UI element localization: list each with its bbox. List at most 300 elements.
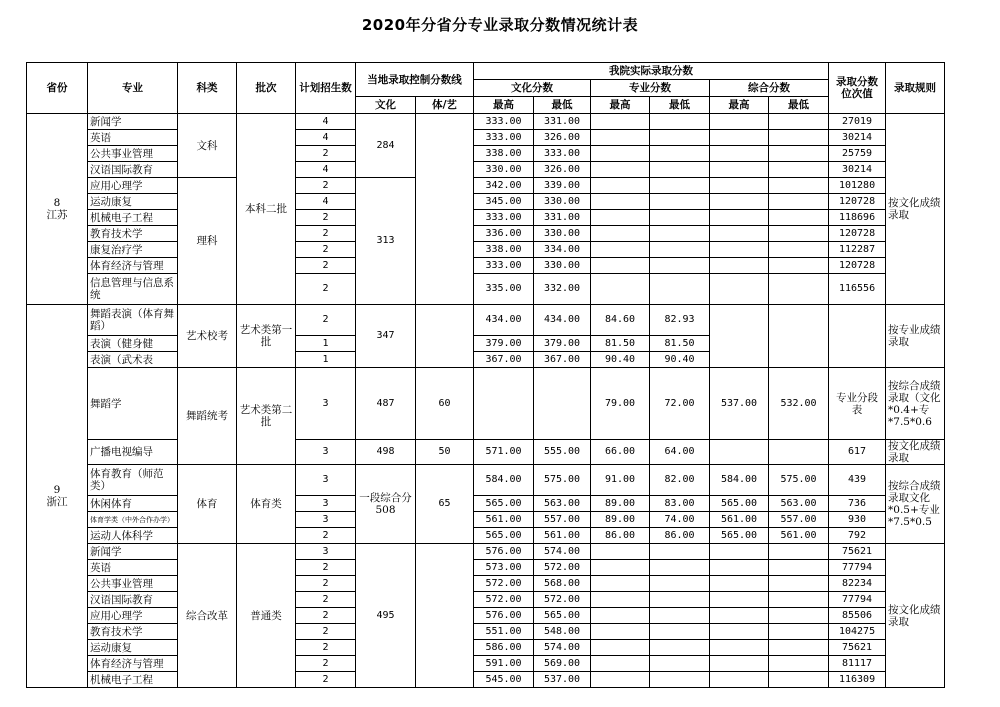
combined-min-cell	[769, 640, 829, 656]
table-row	[27, 656, 945, 672]
rank-cell: 439	[829, 465, 886, 496]
batch-cell: 体育类	[237, 465, 296, 544]
culture-max-cell	[474, 368, 534, 440]
culture-min-cell: 569.00	[534, 656, 591, 672]
combined-min-cell	[769, 226, 829, 242]
admission-score-table	[26, 62, 945, 688]
table-row	[27, 624, 945, 640]
culture-max-cell: 586.00	[474, 640, 534, 656]
table-row	[27, 496, 945, 512]
major-max-cell: 79.00	[591, 368, 650, 440]
combined-min-cell	[769, 114, 829, 130]
major-max-cell	[591, 162, 650, 178]
plan-cell: 2	[296, 146, 356, 162]
major-max-cell	[591, 544, 650, 560]
major-cell: 舞蹈表演（体育舞蹈）	[88, 305, 178, 336]
culture-min-cell: 555.00	[534, 440, 591, 465]
rank-cell: 792	[829, 528, 886, 544]
major-min-cell: 72.00	[650, 368, 710, 440]
major-cell: 体育教育（师范类）	[88, 465, 178, 496]
plan-cell: 4	[296, 130, 356, 146]
combined-max-cell	[710, 274, 769, 305]
combined-min-cell: 557.00	[769, 512, 829, 528]
culture-max-cell: 576.00	[474, 544, 534, 560]
major-min-cell: 74.00	[650, 512, 710, 528]
table-row	[27, 305, 945, 336]
rule-cell: 按文化成绩录取	[886, 544, 945, 688]
major-min-cell	[650, 130, 710, 146]
header-combined-highest: 最高	[710, 97, 769, 114]
plan-cell: 3	[296, 440, 356, 465]
major-cell: 汉语国际教育	[88, 162, 178, 178]
plan-cell: 2	[296, 258, 356, 274]
plan-cell: 4	[296, 114, 356, 130]
culture-min-cell: 537.00	[534, 672, 591, 688]
major-min-cell	[650, 194, 710, 210]
major-min-cell	[650, 640, 710, 656]
major-max-cell	[591, 640, 650, 656]
combined-max-cell	[710, 624, 769, 640]
table-title: 2020年分省分专业录取分数情况统计表	[361, 16, 639, 34]
header-province: 省份	[27, 63, 88, 114]
rank-cell: 930	[829, 512, 886, 528]
rank-cell: 25759	[829, 146, 886, 162]
combined-min-cell	[769, 146, 829, 162]
culture-max-cell: 333.00	[474, 130, 534, 146]
control-culture-cell: 一段综合分508	[356, 465, 416, 544]
combined-min-cell	[769, 210, 829, 226]
culture-max-cell: 545.00	[474, 672, 534, 688]
major-min-cell	[650, 146, 710, 162]
rank-cell: 77794	[829, 592, 886, 608]
table-row	[27, 608, 945, 624]
rank-cell: 101280	[829, 178, 886, 194]
combined-min-cell	[769, 258, 829, 274]
rule-cell: 按文化成绩录取	[886, 440, 945, 465]
culture-min-cell: 561.00	[534, 528, 591, 544]
rank-cell: 104275	[829, 624, 886, 640]
major-min-cell	[650, 114, 710, 130]
plan-cell: 3	[296, 544, 356, 560]
category-cell: 文科	[178, 114, 237, 178]
combined-min-cell	[769, 576, 829, 592]
plan-cell: 2	[296, 178, 356, 194]
major-cell: 机械电子工程	[88, 672, 178, 688]
major-cell: 新闻学	[88, 114, 178, 130]
major-min-cell: 83.00	[650, 496, 710, 512]
rank-cell: 116309	[829, 672, 886, 688]
table-row	[27, 512, 945, 528]
rank-cell	[829, 305, 886, 368]
table-row	[27, 640, 945, 656]
table-row	[27, 258, 945, 274]
major-min-cell: 82.00	[650, 465, 710, 496]
major-cell: 表演（武术表	[88, 352, 178, 368]
culture-min-cell: 574.00	[534, 640, 591, 656]
header-rank: 录取分数位次值	[829, 63, 886, 114]
combined-max-cell	[710, 672, 769, 688]
header-control-sport-art: 体/艺	[416, 97, 474, 114]
major-cell: 体育经济与管理	[88, 258, 178, 274]
rank-cell: 81117	[829, 656, 886, 672]
culture-max-cell: 572.00	[474, 576, 534, 592]
combined-min-cell	[769, 274, 829, 305]
major-max-cell	[591, 146, 650, 162]
major-max-cell	[591, 130, 650, 146]
table-row	[27, 178, 945, 194]
combined-min-cell	[769, 624, 829, 640]
major-cell: 运动人体科学	[88, 528, 178, 544]
rank-cell: 30214	[829, 162, 886, 178]
major-max-cell	[591, 656, 650, 672]
culture-max-cell: 342.00	[474, 178, 534, 194]
combined-max-cell	[710, 305, 769, 368]
major-max-cell: 81.50	[591, 336, 650, 352]
rank-cell: 120728	[829, 258, 886, 274]
culture-max-cell: 335.00	[474, 274, 534, 305]
plan-cell: 3	[296, 512, 356, 528]
header-major-lowest: 最低	[650, 97, 710, 114]
culture-min-cell: 572.00	[534, 592, 591, 608]
culture-max-cell: 576.00	[474, 608, 534, 624]
combined-min-cell	[769, 560, 829, 576]
table-row	[27, 242, 945, 258]
plan-cell: 2	[296, 576, 356, 592]
culture-min-cell: 330.00	[534, 194, 591, 210]
major-cell: 公共事业管理	[88, 576, 178, 592]
major-min-cell: 90.40	[650, 352, 710, 368]
major-cell: 运动康复	[88, 194, 178, 210]
major-cell: 康复治疗学	[88, 242, 178, 258]
major-cell: 运动康复	[88, 640, 178, 656]
culture-min-cell: 332.00	[534, 274, 591, 305]
culture-min-cell: 333.00	[534, 146, 591, 162]
combined-min-cell: 563.00	[769, 496, 829, 512]
culture-max-cell: 333.00	[474, 210, 534, 226]
combined-max-cell	[710, 130, 769, 146]
rule-cell: 按综合成绩录取文化*0.5+专业*7.5*0.5	[886, 465, 945, 544]
major-cell: 信息管理与信息系统	[88, 274, 178, 305]
control-sport-cell: 65	[416, 465, 474, 544]
culture-max-cell: 565.00	[474, 496, 534, 512]
rank-cell: 85506	[829, 608, 886, 624]
major-min-cell: 82.93	[650, 305, 710, 336]
combined-min-cell: 561.00	[769, 528, 829, 544]
table-row	[27, 440, 945, 465]
plan-cell: 2	[296, 226, 356, 242]
major-min-cell: 86.00	[650, 528, 710, 544]
culture-min-cell: 548.00	[534, 624, 591, 640]
category-cell: 理科	[178, 178, 237, 305]
major-min-cell	[650, 560, 710, 576]
major-max-cell	[591, 560, 650, 576]
plan-cell: 2	[296, 624, 356, 640]
plan-cell: 4	[296, 162, 356, 178]
table-row	[27, 274, 945, 305]
combined-min-cell	[769, 440, 829, 465]
combined-max-cell	[710, 592, 769, 608]
culture-max-cell: 367.00	[474, 352, 534, 368]
combined-min-cell	[769, 242, 829, 258]
major-max-cell	[591, 576, 650, 592]
header-culture-highest: 最高	[474, 97, 534, 114]
province-cell: 9 浙江	[27, 305, 88, 688]
plan-cell: 2	[296, 528, 356, 544]
culture-max-cell: 338.00	[474, 242, 534, 258]
major-max-cell	[591, 178, 650, 194]
major-cell: 广播电视编导	[88, 440, 178, 465]
culture-min-cell: 557.00	[534, 512, 591, 528]
culture-min-cell: 326.00	[534, 130, 591, 146]
rank-cell: 27019	[829, 114, 886, 130]
plan-cell: 2	[296, 672, 356, 688]
combined-max-cell: 561.00	[710, 512, 769, 528]
rank-cell: 112287	[829, 242, 886, 258]
major-min-cell	[650, 178, 710, 194]
culture-max-cell: 338.00	[474, 146, 534, 162]
table-row	[27, 576, 945, 592]
major-max-cell: 89.00	[591, 512, 650, 528]
culture-max-cell: 565.00	[474, 528, 534, 544]
culture-min-cell: 568.00	[534, 576, 591, 592]
culture-min-cell: 330.00	[534, 226, 591, 242]
plan-cell: 2	[296, 274, 356, 305]
combined-max-cell	[710, 242, 769, 258]
rule-cell: 按专业成绩录取	[886, 305, 945, 368]
header-batch: 批次	[237, 63, 296, 114]
culture-min-cell: 334.00	[534, 242, 591, 258]
header-plan: 计划招生数	[296, 63, 356, 114]
major-min-cell	[650, 672, 710, 688]
combined-min-cell	[769, 592, 829, 608]
header-major-highest: 最高	[591, 97, 650, 114]
major-cell: 机械电子工程	[88, 210, 178, 226]
major-cell: 体育学类（中外合作办学）	[88, 512, 178, 528]
control-culture-cell: 313	[356, 178, 416, 305]
culture-max-cell: 336.00	[474, 226, 534, 242]
control-culture-cell: 498	[356, 440, 416, 465]
major-min-cell	[650, 624, 710, 640]
culture-max-cell: 345.00	[474, 194, 534, 210]
table-row	[27, 528, 945, 544]
combined-max-cell	[710, 560, 769, 576]
major-max-cell	[591, 114, 650, 130]
rank-cell: 617	[829, 440, 886, 465]
major-cell: 教育技术学	[88, 226, 178, 242]
control-sport-cell: 50	[416, 440, 474, 465]
major-max-cell: 90.40	[591, 352, 650, 368]
combined-max-cell: 584.00	[710, 465, 769, 496]
batch-cell: 普通类	[237, 544, 296, 688]
rank-cell: 120728	[829, 194, 886, 210]
plan-cell: 2	[296, 210, 356, 226]
major-cell: 舞蹈学	[88, 368, 178, 440]
culture-max-cell: 333.00	[474, 258, 534, 274]
header-combined-lowest: 最低	[769, 97, 829, 114]
plan-cell: 3	[296, 368, 356, 440]
culture-min-cell: 563.00	[534, 496, 591, 512]
culture-min-cell: 367.00	[534, 352, 591, 368]
major-max-cell: 89.00	[591, 496, 650, 512]
table-row	[27, 672, 945, 688]
table-row	[27, 465, 945, 496]
table-row	[27, 210, 945, 226]
control-sport-cell	[416, 305, 474, 368]
control-culture-cell: 495	[356, 544, 416, 688]
culture-min-cell: 379.00	[534, 336, 591, 352]
table-row	[27, 592, 945, 608]
table-row	[27, 162, 945, 178]
header-culture-lowest: 最低	[534, 97, 591, 114]
category-cell: 舞蹈统考	[178, 368, 237, 465]
combined-min-cell	[769, 130, 829, 146]
culture-min-cell: 331.00	[534, 210, 591, 226]
header-culture-score: 文化分数	[474, 80, 591, 97]
rank-cell: 77794	[829, 560, 886, 576]
major-cell: 体育经济与管理	[88, 656, 178, 672]
combined-min-cell	[769, 608, 829, 624]
major-max-cell	[591, 210, 650, 226]
major-min-cell	[650, 576, 710, 592]
combined-max-cell: 565.00	[710, 496, 769, 512]
header-rule: 录取规则	[886, 63, 945, 114]
combined-max-cell	[710, 210, 769, 226]
table-row	[27, 560, 945, 576]
table-row	[27, 130, 945, 146]
major-cell: 教育技术学	[88, 624, 178, 640]
major-min-cell	[650, 258, 710, 274]
culture-min-cell: 565.00	[534, 608, 591, 624]
major-min-cell	[650, 242, 710, 258]
major-cell: 英语	[88, 560, 178, 576]
major-min-cell	[650, 608, 710, 624]
plan-cell: 4	[296, 194, 356, 210]
control-culture-cell: 487	[356, 368, 416, 440]
control-sport-cell	[416, 114, 474, 305]
major-max-cell: 86.00	[591, 528, 650, 544]
major-max-cell	[591, 242, 650, 258]
culture-min-cell	[534, 368, 591, 440]
culture-min-cell: 575.00	[534, 465, 591, 496]
table-row	[27, 544, 945, 560]
control-culture-cell: 284	[356, 114, 416, 178]
plan-cell: 3	[296, 496, 356, 512]
batch-cell: 艺术类第二批	[237, 368, 296, 465]
culture-min-cell: 574.00	[534, 544, 591, 560]
combined-min-cell: 575.00	[769, 465, 829, 496]
plan-cell: 2	[296, 640, 356, 656]
culture-min-cell: 331.00	[534, 114, 591, 130]
category-cell: 艺术校考	[178, 305, 237, 368]
culture-min-cell: 572.00	[534, 560, 591, 576]
header-combined-score: 综合分数	[710, 80, 829, 97]
combined-min-cell	[769, 672, 829, 688]
header-major-score: 专业分数	[591, 80, 710, 97]
table-row	[27, 146, 945, 162]
major-max-cell: 66.00	[591, 440, 650, 465]
header-control-culture: 文化	[356, 97, 416, 114]
combined-max-cell	[710, 162, 769, 178]
culture-max-cell: 584.00	[474, 465, 534, 496]
major-max-cell	[591, 592, 650, 608]
major-cell: 新闻学	[88, 544, 178, 560]
culture-max-cell: 333.00	[474, 114, 534, 130]
major-cell: 应用心理学	[88, 608, 178, 624]
combined-min-cell	[769, 178, 829, 194]
plan-cell: 1	[296, 336, 356, 352]
combined-max-cell	[710, 178, 769, 194]
culture-max-cell: 571.00	[474, 440, 534, 465]
major-max-cell	[591, 274, 650, 305]
combined-max-cell	[710, 440, 769, 465]
major-max-cell	[591, 258, 650, 274]
combined-max-cell	[710, 544, 769, 560]
combined-min-cell	[769, 162, 829, 178]
major-cell: 英语	[88, 130, 178, 146]
header-control-line: 当地录取控制分数线	[356, 63, 474, 97]
rank-cell: 736	[829, 496, 886, 512]
combined-max-cell	[710, 194, 769, 210]
category-cell: 体育	[178, 465, 237, 544]
control-sport-cell	[416, 544, 474, 688]
plan-cell: 2	[296, 592, 356, 608]
header-actual-score: 我院实际录取分数	[474, 63, 829, 80]
plan-cell: 2	[296, 242, 356, 258]
combined-max-cell	[710, 114, 769, 130]
plan-cell: 3	[296, 465, 356, 496]
combined-min-cell	[769, 194, 829, 210]
culture-max-cell: 572.00	[474, 592, 534, 608]
major-min-cell	[650, 162, 710, 178]
rank-cell: 30214	[829, 130, 886, 146]
rank-cell: 116556	[829, 274, 886, 305]
plan-cell: 2	[296, 305, 356, 336]
rank-cell: 118696	[829, 210, 886, 226]
rank-cell: 75621	[829, 544, 886, 560]
major-cell: 汉语国际教育	[88, 592, 178, 608]
batch-cell: 艺术类第一批	[237, 305, 296, 368]
culture-max-cell: 379.00	[474, 336, 534, 352]
combined-max-cell	[710, 656, 769, 672]
culture-min-cell: 330.00	[534, 258, 591, 274]
rank-cell: 75621	[829, 640, 886, 656]
header-major: 专业	[88, 63, 178, 114]
plan-cell: 1	[296, 352, 356, 368]
culture-min-cell: 339.00	[534, 178, 591, 194]
rank-cell: 82234	[829, 576, 886, 592]
combined-max-cell	[710, 146, 769, 162]
control-culture-cell: 347	[356, 305, 416, 368]
combined-min-cell	[769, 305, 829, 368]
batch-cell: 本科二批	[237, 114, 296, 305]
province-cell: 8 江苏	[27, 114, 88, 305]
rule-cell: 按综合成绩录取（文化*0.4+专*7.5*0.6	[886, 368, 945, 440]
major-max-cell	[591, 194, 650, 210]
combined-max-cell	[710, 608, 769, 624]
combined-max-cell	[710, 226, 769, 242]
category-cell: 综合改革	[178, 544, 237, 688]
major-min-cell	[650, 656, 710, 672]
table-row	[27, 114, 945, 130]
combined-max-cell	[710, 640, 769, 656]
table-row	[27, 194, 945, 210]
rank-cell: 120728	[829, 226, 886, 242]
major-max-cell	[591, 226, 650, 242]
table-row	[27, 226, 945, 242]
major-max-cell: 84.60	[591, 305, 650, 336]
major-min-cell	[650, 592, 710, 608]
culture-max-cell: 561.00	[474, 512, 534, 528]
